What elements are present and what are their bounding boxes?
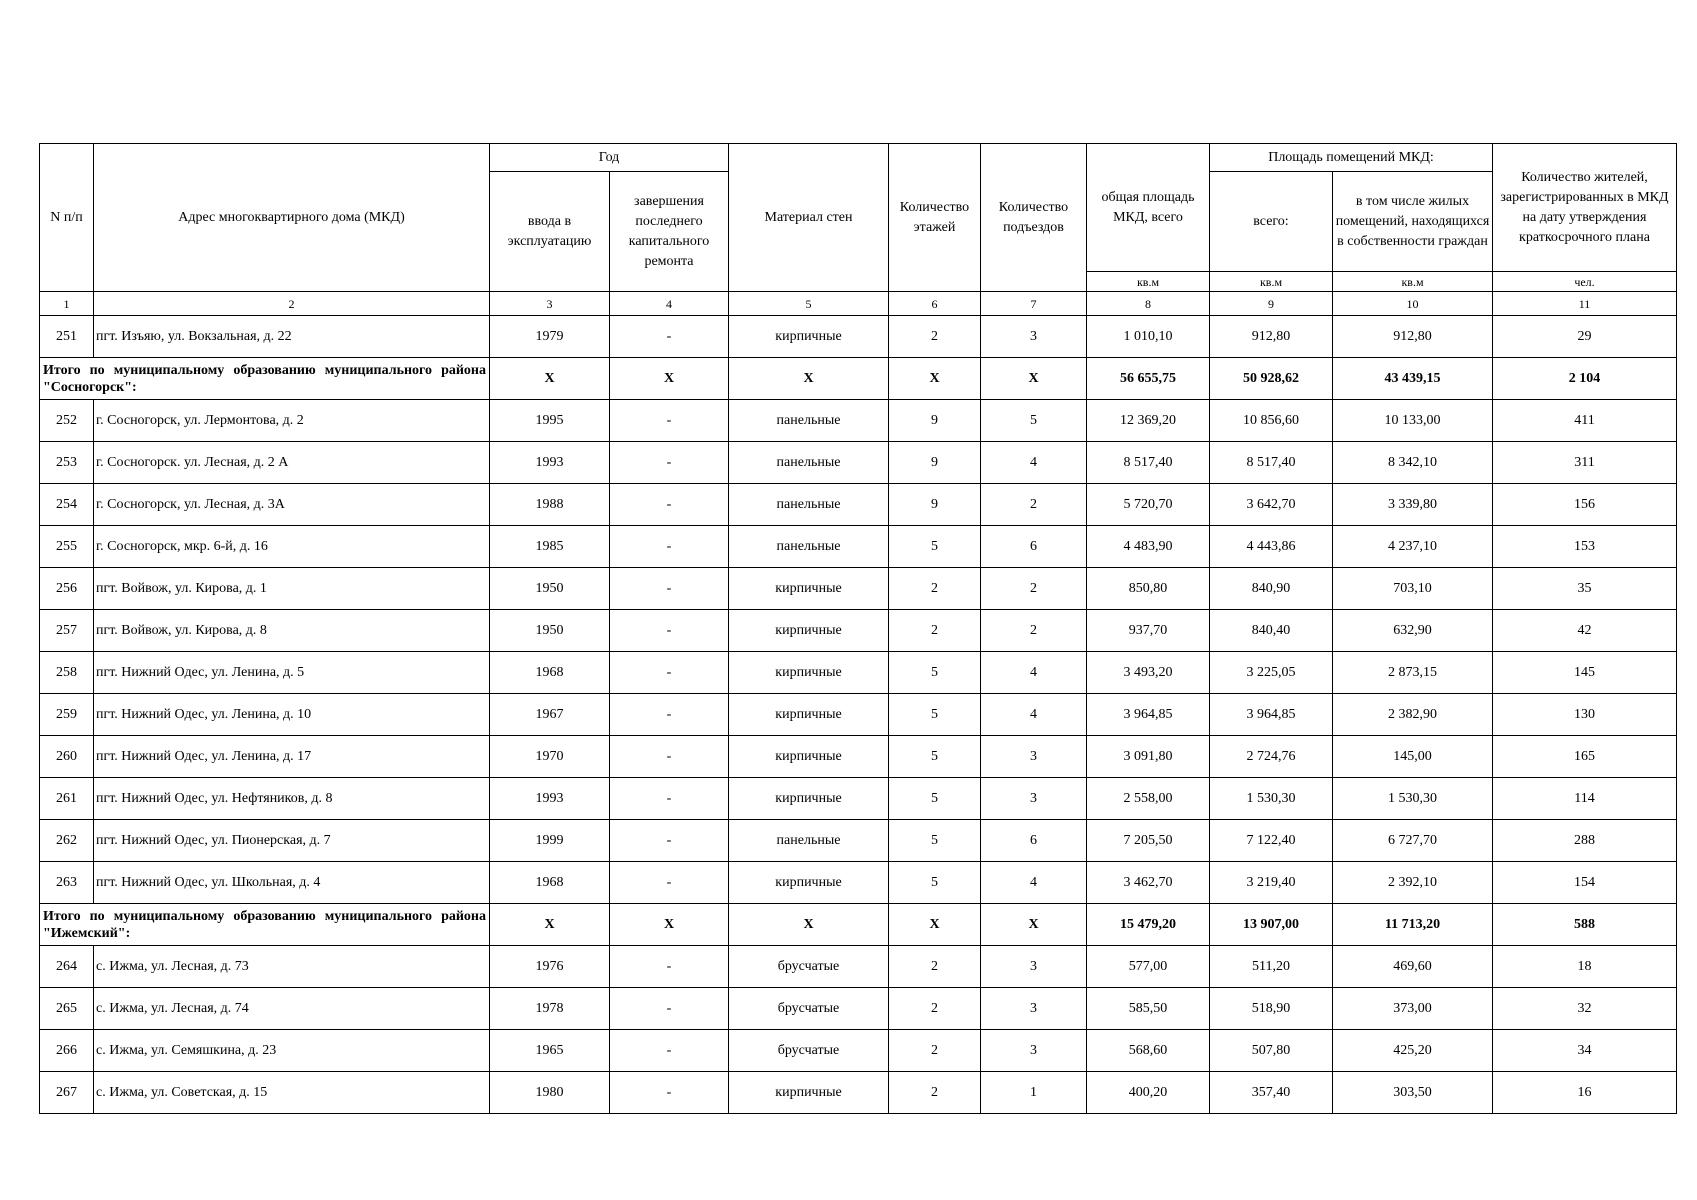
header-area-group: Площадь помещений МКД: <box>1210 144 1493 172</box>
cell-walls: кирпичные <box>729 736 889 778</box>
cell-area-all: 13 907,00 <box>1210 904 1333 946</box>
cell-total-area: 3 462,70 <box>1087 862 1210 904</box>
header-address: Адрес многоквартирного дома (МКД) <box>94 144 490 292</box>
cell-walls: кирпичные <box>729 610 889 652</box>
cell-floors: 5 <box>889 778 981 820</box>
cell-walls: кирпичные <box>729 1072 889 1114</box>
cell-floors: X <box>889 358 981 400</box>
cell-area-all: 3 225,05 <box>1210 652 1333 694</box>
cell-area-res: 2 382,90 <box>1333 694 1493 736</box>
cell-repair: - <box>610 1072 729 1114</box>
cell-walls: кирпичные <box>729 316 889 358</box>
total-row <box>40 904 1677 946</box>
column-number: 4 <box>610 292 729 316</box>
cell-year: 1950 <box>490 610 610 652</box>
unit-residential: кв.м <box>1333 272 1493 292</box>
cell-walls: брусчатые <box>729 1030 889 1072</box>
cell-year: 1976 <box>490 946 610 988</box>
cell-total-area: 2 558,00 <box>1087 778 1210 820</box>
cell-residents: 153 <box>1493 526 1677 568</box>
unit-total: кв.м <box>1087 272 1210 292</box>
cell-total-area: 3 493,20 <box>1087 652 1210 694</box>
cell-year: 1999 <box>490 820 610 862</box>
row-address: пгт. Нижний Одес, ул. Ленина, д. 10 <box>94 694 490 736</box>
cell-floors: 2 <box>889 946 981 988</box>
cell-walls: кирпичные <box>729 652 889 694</box>
cell-walls: кирпичные <box>729 568 889 610</box>
cell-total-area: 400,20 <box>1087 1072 1210 1114</box>
cell-total-area: 15 479,20 <box>1087 904 1210 946</box>
cell-year: 1970 <box>490 736 610 778</box>
cell-repair: - <box>610 484 729 526</box>
cell-area-res: 373,00 <box>1333 988 1493 1030</box>
cell-walls: брусчатые <box>729 946 889 988</box>
cell-residents: 29 <box>1493 316 1677 358</box>
column-number: 1 <box>40 292 94 316</box>
row-number: 260 <box>40 736 94 778</box>
cell-area-res: 145,00 <box>1333 736 1493 778</box>
cell-walls: панельные <box>729 820 889 862</box>
table-row <box>40 694 1677 736</box>
cell-residents: 411 <box>1493 400 1677 442</box>
cell-total-area: 4 483,90 <box>1087 526 1210 568</box>
cell-repair: - <box>610 736 729 778</box>
cell-floors: 9 <box>889 442 981 484</box>
cell-year: 1979 <box>490 316 610 358</box>
row-address: г. Сосногорск, ул. Лермонтова, д. 2 <box>94 400 490 442</box>
cell-repair: - <box>610 568 729 610</box>
cell-year: 1967 <box>490 694 610 736</box>
cell-area-res: 303,50 <box>1333 1072 1493 1114</box>
cell-total-area: 850,80 <box>1087 568 1210 610</box>
cell-area-res: 10 133,00 <box>1333 400 1493 442</box>
cell-area-res: 632,90 <box>1333 610 1493 652</box>
cell-repair: - <box>610 946 729 988</box>
cell-total-area: 3 091,80 <box>1087 736 1210 778</box>
row-number: 256 <box>40 568 94 610</box>
cell-year: 1985 <box>490 526 610 568</box>
cell-walls: панельные <box>729 442 889 484</box>
table-row <box>40 1072 1677 1114</box>
row-number: 251 <box>40 316 94 358</box>
row-address: пгт. Войвож, ул. Кирова, д. 1 <box>94 568 490 610</box>
cell-area-all: 507,80 <box>1210 1030 1333 1072</box>
cell-total-area: 12 369,20 <box>1087 400 1210 442</box>
total-row <box>40 358 1677 400</box>
cell-entrances: 3 <box>981 316 1087 358</box>
cell-year: 1950 <box>490 568 610 610</box>
row-address: пгт. Нижний Одес, ул. Школьная, д. 4 <box>94 862 490 904</box>
cell-total-area: 3 964,85 <box>1087 694 1210 736</box>
housing-table <box>39 143 1677 1114</box>
cell-total-area: 577,00 <box>1087 946 1210 988</box>
cell-entrances: 3 <box>981 778 1087 820</box>
cell-year: 1993 <box>490 442 610 484</box>
column-number-row <box>40 292 1677 316</box>
cell-residents: 34 <box>1493 1030 1677 1072</box>
row-address: с. Ижма, ул. Лесная, д. 73 <box>94 946 490 988</box>
cell-repair: X <box>610 904 729 946</box>
table-row <box>40 484 1677 526</box>
row-address: с. Ижма, ул. Советская, д. 15 <box>94 1072 490 1114</box>
cell-entrances: 4 <box>981 652 1087 694</box>
cell-year: 1965 <box>490 1030 610 1072</box>
cell-entrances: 3 <box>981 1030 1087 1072</box>
cell-area-all: 8 517,40 <box>1210 442 1333 484</box>
row-address: пгт. Войвож, ул. Кирова, д. 8 <box>94 610 490 652</box>
table-row <box>40 778 1677 820</box>
cell-residents: 288 <box>1493 820 1677 862</box>
cell-walls: кирпичные <box>729 778 889 820</box>
row-number: 265 <box>40 988 94 1030</box>
cell-entrances: 2 <box>981 610 1087 652</box>
cell-walls: кирпичные <box>729 862 889 904</box>
row-number: 257 <box>40 610 94 652</box>
header-floors: Количество этажей <box>889 144 981 292</box>
cell-area-all: 4 443,86 <box>1210 526 1333 568</box>
cell-residents: 16 <box>1493 1072 1677 1114</box>
column-number: 9 <box>1210 292 1333 316</box>
cell-year: 1993 <box>490 778 610 820</box>
cell-area-all: 3 642,70 <box>1210 484 1333 526</box>
cell-residents: 154 <box>1493 862 1677 904</box>
cell-area-all: 3 219,40 <box>1210 862 1333 904</box>
row-number: 267 <box>40 1072 94 1114</box>
column-number: 11 <box>1493 292 1677 316</box>
row-address: пгт. Нижний Одес, ул. Пионерская, д. 7 <box>94 820 490 862</box>
cell-floors: 2 <box>889 1072 981 1114</box>
cell-entrances: 1 <box>981 1072 1087 1114</box>
cell-floors: 5 <box>889 820 981 862</box>
cell-total-area: 5 720,70 <box>1087 484 1210 526</box>
cell-floors: 9 <box>889 484 981 526</box>
column-number: 2 <box>94 292 490 316</box>
column-number: 3 <box>490 292 610 316</box>
cell-floors: 2 <box>889 1030 981 1072</box>
cell-walls: брусчатые <box>729 988 889 1030</box>
cell-area-all: 518,90 <box>1210 988 1333 1030</box>
cell-entrances: 4 <box>981 862 1087 904</box>
header-residents: Количество жителей, зарегистрированных в МКД на дату утверждения краткосрочного плана <box>1493 144 1677 272</box>
cell-residents: 114 <box>1493 778 1677 820</box>
cell-walls: X <box>729 358 889 400</box>
cell-repair: X <box>610 358 729 400</box>
cell-total-area: 8 517,40 <box>1087 442 1210 484</box>
row-address: с. Ижма, ул. Лесная, д. 74 <box>94 988 490 1030</box>
column-number: 6 <box>889 292 981 316</box>
cell-area-res: 425,20 <box>1333 1030 1493 1072</box>
cell-total-area: 1 010,10 <box>1087 316 1210 358</box>
cell-total-area: 937,70 <box>1087 610 1210 652</box>
cell-year: 1978 <box>490 988 610 1030</box>
cell-area-res: 2 873,15 <box>1333 652 1493 694</box>
cell-repair: - <box>610 988 729 1030</box>
cell-area-all: 7 122,40 <box>1210 820 1333 862</box>
table-row <box>40 526 1677 568</box>
row-address: г. Сосногорск, мкр. 6-й, д. 16 <box>94 526 490 568</box>
column-number: 8 <box>1087 292 1210 316</box>
row-number: 261 <box>40 778 94 820</box>
column-number: 5 <box>729 292 889 316</box>
cell-repair: - <box>610 316 729 358</box>
row-address: г. Сосногорск, ул. Лесная, д. 3А <box>94 484 490 526</box>
table-row <box>40 988 1677 1030</box>
cell-total-area: 56 655,75 <box>1087 358 1210 400</box>
cell-year: 1968 <box>490 862 610 904</box>
cell-repair: - <box>610 694 729 736</box>
cell-floors: 5 <box>889 694 981 736</box>
cell-repair: - <box>610 610 729 652</box>
cell-area-res: 703,10 <box>1333 568 1493 610</box>
row-address: пгт. Нижний Одес, ул. Ленина, д. 5 <box>94 652 490 694</box>
row-number: 262 <box>40 820 94 862</box>
cell-entrances: 3 <box>981 988 1087 1030</box>
cell-repair: - <box>610 820 729 862</box>
row-number: 264 <box>40 946 94 988</box>
table-row <box>40 736 1677 778</box>
cell-area-all: 912,80 <box>1210 316 1333 358</box>
row-number: 252 <box>40 400 94 442</box>
row-address: пгт. Нижний Одес, ул. Нефтяников, д. 8 <box>94 778 490 820</box>
cell-residents: 130 <box>1493 694 1677 736</box>
cell-floors: 2 <box>889 610 981 652</box>
row-number: 254 <box>40 484 94 526</box>
row-number: 258 <box>40 652 94 694</box>
cell-repair: - <box>610 652 729 694</box>
header-walls: Материал стен <box>729 144 889 292</box>
cell-area-all: 840,40 <box>1210 610 1333 652</box>
cell-year: 1980 <box>490 1072 610 1114</box>
cell-entrances: 6 <box>981 526 1087 568</box>
cell-repair: - <box>610 862 729 904</box>
cell-area-res: 912,80 <box>1333 316 1493 358</box>
cell-total-area: 568,60 <box>1087 1030 1210 1072</box>
cell-residents: 145 <box>1493 652 1677 694</box>
table-row <box>40 400 1677 442</box>
cell-year: X <box>490 904 610 946</box>
cell-entrances: 4 <box>981 442 1087 484</box>
cell-area-all: 1 530,30 <box>1210 778 1333 820</box>
cell-entrances: 3 <box>981 736 1087 778</box>
cell-entrances: 4 <box>981 694 1087 736</box>
cell-residents: 2 104 <box>1493 358 1677 400</box>
column-number: 7 <box>981 292 1087 316</box>
table-row <box>40 442 1677 484</box>
cell-area-res: 8 342,10 <box>1333 442 1493 484</box>
cell-area-res: 2 392,10 <box>1333 862 1493 904</box>
cell-entrances: X <box>981 904 1087 946</box>
cell-floors: 5 <box>889 652 981 694</box>
cell-residents: 165 <box>1493 736 1677 778</box>
row-address: с. Ижма, ул. Семяшкина, д. 23 <box>94 1030 490 1072</box>
cell-total-area: 7 205,50 <box>1087 820 1210 862</box>
row-address: г. Сосногорск. ул. Лесная, д. 2 А <box>94 442 490 484</box>
cell-area-res: 469,60 <box>1333 946 1493 988</box>
cell-area-res: 1 530,30 <box>1333 778 1493 820</box>
table-row <box>40 568 1677 610</box>
cell-floors: 5 <box>889 526 981 568</box>
cell-total-area: 585,50 <box>1087 988 1210 1030</box>
cell-area-res: 11 713,20 <box>1333 904 1493 946</box>
cell-floors: 2 <box>889 988 981 1030</box>
cell-repair: - <box>610 400 729 442</box>
header-entrances: Количество подъездов <box>981 144 1087 292</box>
cell-residents: 35 <box>1493 568 1677 610</box>
table-row <box>40 946 1677 988</box>
cell-area-all: 10 856,60 <box>1210 400 1333 442</box>
cell-year: 1968 <box>490 652 610 694</box>
cell-year: 1995 <box>490 400 610 442</box>
cell-repair: - <box>610 442 729 484</box>
cell-residents: 42 <box>1493 610 1677 652</box>
cell-area-res: 6 727,70 <box>1333 820 1493 862</box>
cell-area-res: 4 237,10 <box>1333 526 1493 568</box>
cell-entrances: 2 <box>981 568 1087 610</box>
cell-residents: 32 <box>1493 988 1677 1030</box>
total-label: Итого по муниципальному образованию муниципального района "Ижемский": <box>40 904 490 946</box>
cell-residents: 18 <box>1493 946 1677 988</box>
cell-repair: - <box>610 1030 729 1072</box>
cell-walls: панельные <box>729 526 889 568</box>
table-row <box>40 610 1677 652</box>
cell-walls: панельные <box>729 400 889 442</box>
cell-entrances: 3 <box>981 946 1087 988</box>
table-row <box>40 652 1677 694</box>
header-area-residential: в том числе жилых помещений, находящихся в собственности граждан <box>1333 172 1493 272</box>
cell-area-res: 43 439,15 <box>1333 358 1493 400</box>
cell-area-res: 3 339,80 <box>1333 484 1493 526</box>
cell-floors: 2 <box>889 316 981 358</box>
header-num: N п/п <box>40 144 94 292</box>
cell-area-all: 50 928,62 <box>1210 358 1333 400</box>
table-row <box>40 316 1677 358</box>
cell-walls: X <box>729 904 889 946</box>
cell-area-all: 3 964,85 <box>1210 694 1333 736</box>
cell-area-all: 511,20 <box>1210 946 1333 988</box>
row-address: пгт. Нижний Одес, ул. Ленина, д. 17 <box>94 736 490 778</box>
cell-area-all: 357,40 <box>1210 1072 1333 1114</box>
table-row <box>40 820 1677 862</box>
table-row <box>40 1030 1677 1072</box>
row-number: 263 <box>40 862 94 904</box>
cell-residents: 156 <box>1493 484 1677 526</box>
cell-floors: X <box>889 904 981 946</box>
cell-entrances: 6 <box>981 820 1087 862</box>
cell-residents: 588 <box>1493 904 1677 946</box>
header-area-all: всего: <box>1210 172 1333 272</box>
row-number: 266 <box>40 1030 94 1072</box>
header-total-area: общая площадь МКД, всего <box>1087 144 1210 272</box>
cell-entrances: 2 <box>981 484 1087 526</box>
cell-year: 1988 <box>490 484 610 526</box>
cell-floors: 9 <box>889 400 981 442</box>
cell-area-all: 2 724,76 <box>1210 736 1333 778</box>
cell-floors: 5 <box>889 736 981 778</box>
cell-repair: - <box>610 526 729 568</box>
cell-floors: 2 <box>889 568 981 610</box>
cell-walls: кирпичные <box>729 694 889 736</box>
cell-entrances: X <box>981 358 1087 400</box>
total-label: Итого по муниципальному образованию муниципального района "Сосногорск": <box>40 358 490 400</box>
row-number: 253 <box>40 442 94 484</box>
cell-residents: 311 <box>1493 442 1677 484</box>
row-number: 255 <box>40 526 94 568</box>
cell-floors: 5 <box>889 862 981 904</box>
header-year-repair: завершения последнего капитального ремонта <box>610 172 729 292</box>
row-number: 259 <box>40 694 94 736</box>
cell-year: X <box>490 358 610 400</box>
cell-repair: - <box>610 778 729 820</box>
cell-entrances: 5 <box>981 400 1087 442</box>
unit-all: кв.м <box>1210 272 1333 292</box>
unit-residents: чел. <box>1493 272 1677 292</box>
table-row <box>40 862 1677 904</box>
row-address: пгт. Изъяю, ул. Вокзальная, д. 22 <box>94 316 490 358</box>
cell-walls: панельные <box>729 484 889 526</box>
header-year-group: Год <box>490 144 729 172</box>
column-number: 10 <box>1333 292 1493 316</box>
cell-area-all: 840,90 <box>1210 568 1333 610</box>
header-year-commissioning: ввода в эксплуатацию <box>490 172 610 292</box>
